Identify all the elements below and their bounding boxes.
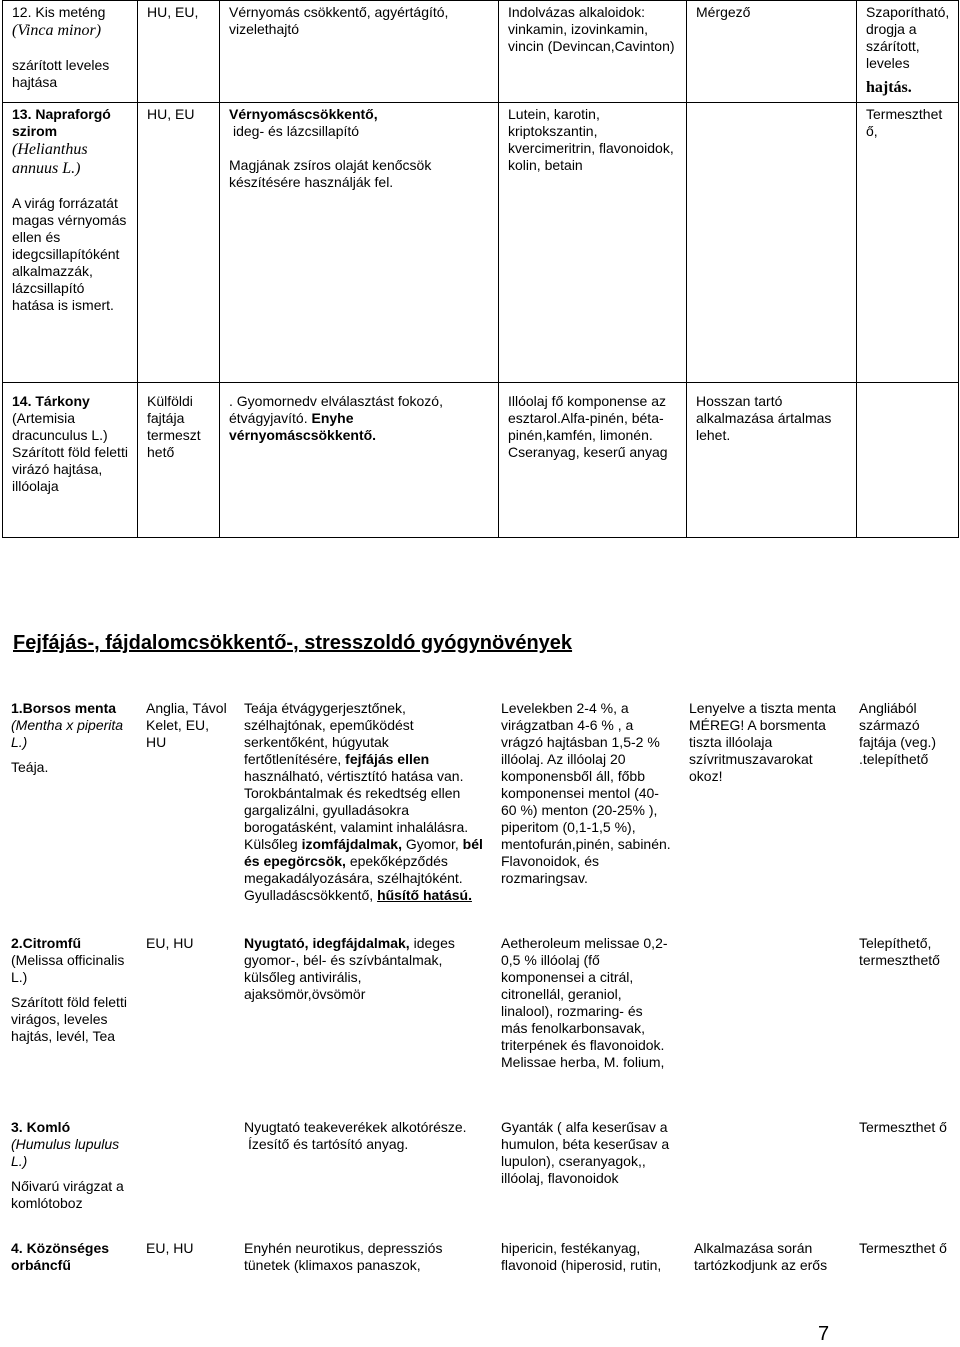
plant-part: Teája. (11, 759, 49, 775)
table-row (2, 694, 958, 932)
warning-cell: Mérgező (687, 1, 857, 103)
compounds-cell: hipericin, festékanyag, flavonoid (hiperosid, rutin, (501, 1240, 662, 1273)
plant-latin-name: (Artemisia dracunculus L.) (12, 410, 108, 443)
effect-note: Magjának zsíros olaját kenőcsök készítésére használják fel. (229, 157, 432, 190)
cultivation-cell (857, 383, 959, 538)
compounds-cell: Gyanták ( alfa keserűsav a humulon, béta keserűsav a lupulon), cseranyagok,, illóolaj, flavonoidok (501, 1119, 670, 1186)
warning-cell (687, 103, 857, 383)
cultivation-cell: Angliából származó fajtája (veg.) .telepíthető (859, 700, 937, 767)
effect-text: Nyugtató teakeverékek alkotórésze. (244, 1119, 467, 1135)
region-cell: Anglia, Távol Kelet, EU, HU (146, 700, 227, 750)
page-number: 7 (818, 1323, 830, 1345)
warning-cell (680, 932, 850, 1116)
cultivation-cell: Termeszthet ő (859, 1119, 947, 1135)
effect-text: Gyomor, (405, 836, 459, 852)
effect-cell: Enyhén neurotikus, depressziós tünetek (klimaxos panaszok, (244, 1240, 443, 1273)
cultivation-text: Szaporítható, drogja a szárított, leveles (866, 4, 950, 71)
plant-latin-name: (Mentha x piperita L.) (11, 717, 124, 750)
effect-highlight: izomfájdalmak, (301, 836, 402, 852)
region-cell: Külföldi fajtája termeszt hető (138, 383, 220, 538)
effect-main: Vérnyomáscsökkentő, (229, 106, 378, 122)
plant-name: 13. Napraforgó szirom (12, 106, 111, 139)
effect-text: epekőképződés megakadályozására, szélhajtóként. Gyulladáscsökkentő, (244, 853, 463, 903)
effect-cell (235, 694, 492, 932)
effect-text: használható, vértisztító hatása van. Torokbántalmak és rekedtség ellen gargalizálni, gyulladásokra borogatásként, valamint inhalálásra. Külsőleg (244, 768, 469, 852)
table-row (3, 103, 959, 383)
plant-name: 12. Kis meténg (12, 4, 106, 20)
table-row (2, 932, 958, 1116)
section-title: Fejfájás-, fájdalomcsökkentő-, stresszoldó gyógynövények (13, 632, 573, 654)
effect-main: . Gyomornedv elválasztást fokozó, étvágyjavító. (229, 393, 443, 426)
effect-cell (235, 1116, 492, 1237)
plant-description: A virág forrázatát magas vérnyomás ellen és idegcsillapítóként alkalmazzák, lázcsillapító hatása is ismert. (12, 195, 127, 313)
plant-latin-name: (Melissa officinalis L.) (11, 952, 125, 985)
effect-text: Teája étvágygerjesztőnek, szélhajtónak, epeműködést serkentőként, húgyutak fertőtlenítésére, (244, 700, 414, 767)
plant-cell (2, 1237, 137, 1287)
compounds-cell: Illóolaj fő komponense az esztarol.Alfa-pinén, béta-pinén,kamfén, limonén. Cseranyag, keserű anyag (499, 383, 687, 538)
plant-name: 14. Tárkony (12, 393, 90, 409)
plant-cell (2, 694, 137, 932)
plant-part: szárított leveles hajtása (12, 57, 110, 90)
cultivation-cell: Termeszthet ő (859, 1240, 947, 1256)
plant-latin-name: (Humulus lupulus L.) (11, 1136, 120, 1169)
plant-cell (3, 103, 138, 383)
effect-secondary: ideg- és lázcsillapító (233, 123, 360, 139)
warning-cell: Hosszan tartó alkalmazása ártalmas lehet. (687, 383, 857, 538)
plant-name: 4. Közönséges orbáncfű (11, 1240, 110, 1273)
effect-highlight: hűsítő hatású. (377, 887, 472, 903)
table-row (3, 1, 959, 103)
compounds-cell: Lutein, karotin, kriptokszantin, kvercimeritrin, flavonoidok, kolin, betain (499, 103, 687, 383)
plant-cell (2, 1116, 137, 1237)
compounds-cell: Aetheroleum melissae 0,2-0,5 % illóolaj (fő komponensei a citrál, citronellál, geraniol, linalool), rozmaring- és más fenolkarbonsavak, triterpének és flavonoidok. Melissae herba, M. folium, (501, 935, 668, 1070)
cultivation-text-end: hajtás. (866, 79, 912, 96)
effect-highlight: Nyugtató, idegfájdalmak, (244, 935, 410, 951)
table-row (3, 383, 959, 538)
effect-cell (235, 932, 492, 1116)
region-cell: EU, HU (146, 1240, 194, 1256)
region-cell: HU, EU, (138, 1, 220, 103)
plant-part: Nőivarú virágzat a komlótoboz (11, 1178, 124, 1211)
warning-cell: Lenyelve a tiszta menta MÉREG! A borsmenta tiszta illóolaja szívritmuszavarokat okoz! (689, 700, 837, 784)
plant-latin-name: (Vinca minor) (12, 22, 102, 39)
cultivation-cell: Telepíthető, termeszthető (859, 935, 940, 968)
plant-part: Szárított föld feletti virágos, leveles hajtás, levél, Tea (11, 994, 127, 1044)
effect-cell (220, 383, 499, 538)
plant-cell (2, 932, 137, 1116)
table-row (2, 1237, 958, 1287)
region-cell: HU, EU (138, 103, 220, 383)
cultivation-cell: Termeszthet ő, (857, 103, 959, 383)
herb-table-headache (2, 694, 958, 1287)
effect-cell (220, 103, 499, 383)
table-row (2, 1116, 958, 1237)
effect-highlight: bél és epegörcsök, (244, 836, 483, 869)
plant-name: 2.Citromfű (11, 935, 81, 951)
compounds-cell: Levelekben 2-4 %, a virágzatban 4-6 % , a vrágzó hajtásban 1,5-2 % illóolaj. Az illóolaj 20 komponensből áll, főbb komponensei mentol (40-60 %) menton (20-25% ), piperitom (0,1-1,5 %), mentofurán,pinén, sabinén. Flavonoidok, és rozmaringsav. (501, 700, 671, 886)
compounds-cell: Indolvázas alkaloidok: vinkamin, izovinkamin, vincin (Devincan,Cavinton) (499, 1, 687, 103)
plant-cell (3, 1, 138, 103)
cultivation-cell (857, 1, 959, 103)
effect-highlight: fejfájás ellen (345, 751, 430, 767)
warning-cell: Alkalmazása során tartózkodjunk az erős (694, 1240, 828, 1273)
herb-table-blood-pressure (2, 0, 959, 538)
effect-highlight: Enyhe vérnyomáscsökkentő. (229, 410, 377, 443)
effect-cell: Vérnyomás csökkentő, agyértágító, vizelethajtó (220, 1, 499, 103)
plant-cell (3, 383, 138, 538)
region-cell (137, 1116, 235, 1237)
region-cell: EU, HU (146, 935, 194, 951)
effect-text: ideges gyomor-, bél- és szívbántalmak, külsőleg antivirális, ajaksömör,övsömör (244, 935, 455, 1002)
warning-cell (680, 1116, 850, 1237)
plant-name: 1.Borsos menta (11, 700, 117, 716)
effect-text: Ízesítő és tartósító anyag. (248, 1136, 409, 1152)
plant-latin-name: (Helianthus annuus L.) (12, 141, 88, 177)
plant-name: 3. Komló (11, 1119, 71, 1135)
plant-part: Szárított föld feletti virázó hajtása, illóolaja (12, 444, 128, 494)
